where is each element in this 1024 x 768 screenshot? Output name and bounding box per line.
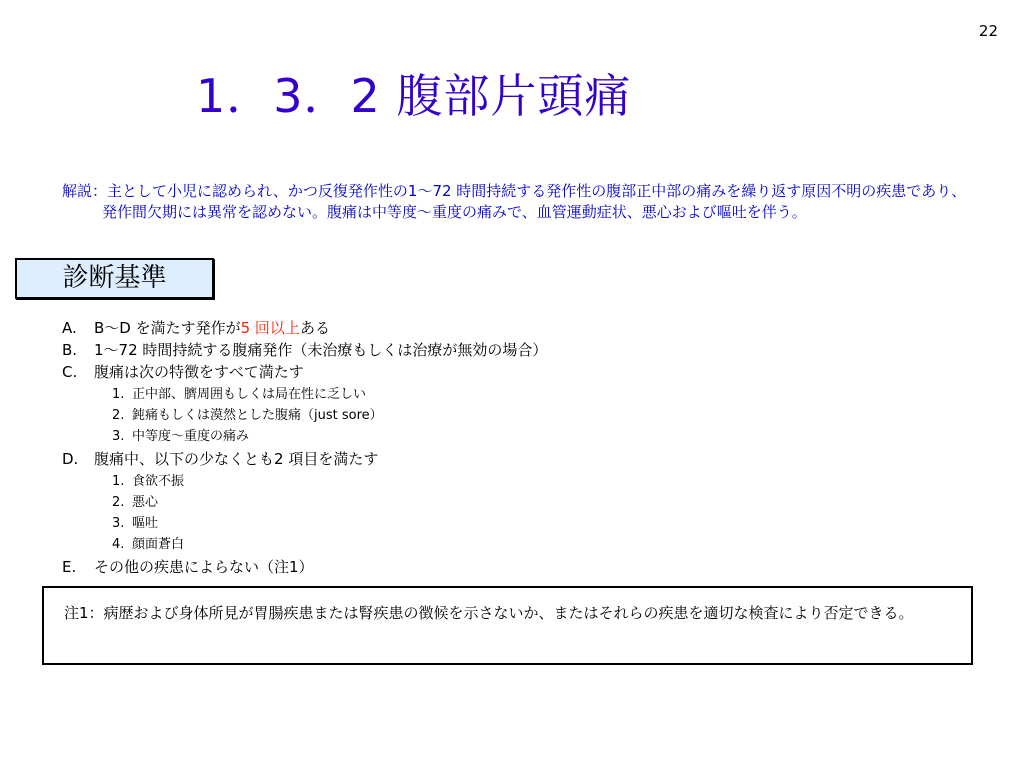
criteria-list [62, 318, 762, 579]
criterion-highlight: 5 回以上 [240, 319, 300, 337]
criterion-d [62, 449, 762, 469]
note-box [42, 586, 973, 665]
criterion-text: 1～72 時間持続する腹痛発作（未治療もしくは治療が無効の場合） [94, 341, 548, 359]
criterion-letter: C. [62, 363, 78, 381]
list-item-text: 鈍痛もしくは漠然とした腹痛（just sore） [132, 408, 383, 423]
list-item-number: 1. [112, 474, 125, 489]
note-text: 注1：病歴および身体所見が胃腸疾患または腎疾患の徴候を示さないか、またはそれらの疾患を適切な検査により否定できる。 [64, 604, 914, 622]
criterion-c-sublist [112, 384, 762, 447]
list-item [112, 513, 762, 534]
list-item [112, 426, 762, 447]
criterion-letter: B. [62, 341, 78, 359]
criterion-b [62, 340, 762, 360]
criterion-text-end: ある [299, 319, 330, 337]
list-item-text: 食欲不振 [132, 474, 185, 489]
list-item-number: 4. [112, 537, 125, 552]
page-number: 22 [978, 22, 998, 40]
criterion-text: 腹痛は次の特徴をすべて満たす [94, 363, 304, 381]
criterion-letter: D. [62, 450, 79, 468]
list-item-text: 嘔吐 [132, 516, 159, 531]
list-item [112, 405, 762, 426]
list-item-number: 3. [112, 429, 125, 444]
list-item [112, 534, 762, 555]
criterion-letter: E. [62, 558, 77, 576]
criterion-text: その他の疾患によらない（注1） [94, 558, 314, 576]
list-item [112, 471, 762, 492]
criterion-letter: A. [62, 319, 77, 337]
list-item-text: 顔面蒼白 [132, 537, 185, 552]
criteria-heading-box [15, 258, 214, 299]
criterion-c [62, 362, 762, 382]
list-item-text: 悪心 [132, 495, 159, 510]
criterion-d-sublist [112, 471, 762, 555]
list-item-number: 3. [112, 516, 125, 531]
explanation-text: 解説：主として小児に認められ、かつ反復発作性の1～72 時間持続する発作性の腹部正中部の痛みを繰り返す原因不明の疾患であり、発作間欠期には異常を認めない。腹痛は中等度～重度の痛みで、血管運動症状、悪心および嘔吐を伴う。 [62, 182, 967, 221]
criterion-text: B～D を満たす発作が [94, 319, 241, 337]
list-item-text: 中等度～重度の痛み [132, 429, 250, 444]
list-item-text: 正中部、臍周囲もしくは局在性に乏しい [132, 387, 367, 402]
list-item-number: 2. [112, 408, 125, 423]
list-item [112, 384, 762, 405]
list-item-number: 1. [112, 387, 125, 402]
criterion-text: 腹痛中、以下の少なくとも2 項目を満たす [94, 450, 379, 468]
criterion-a [62, 318, 762, 338]
criteria-heading: 診断基準 [62, 263, 167, 293]
list-item-number: 2. [112, 495, 125, 510]
slide-title: 1．3．2 腹部片頭痛 [196, 69, 632, 123]
list-item [112, 492, 762, 513]
criterion-e [62, 557, 762, 577]
